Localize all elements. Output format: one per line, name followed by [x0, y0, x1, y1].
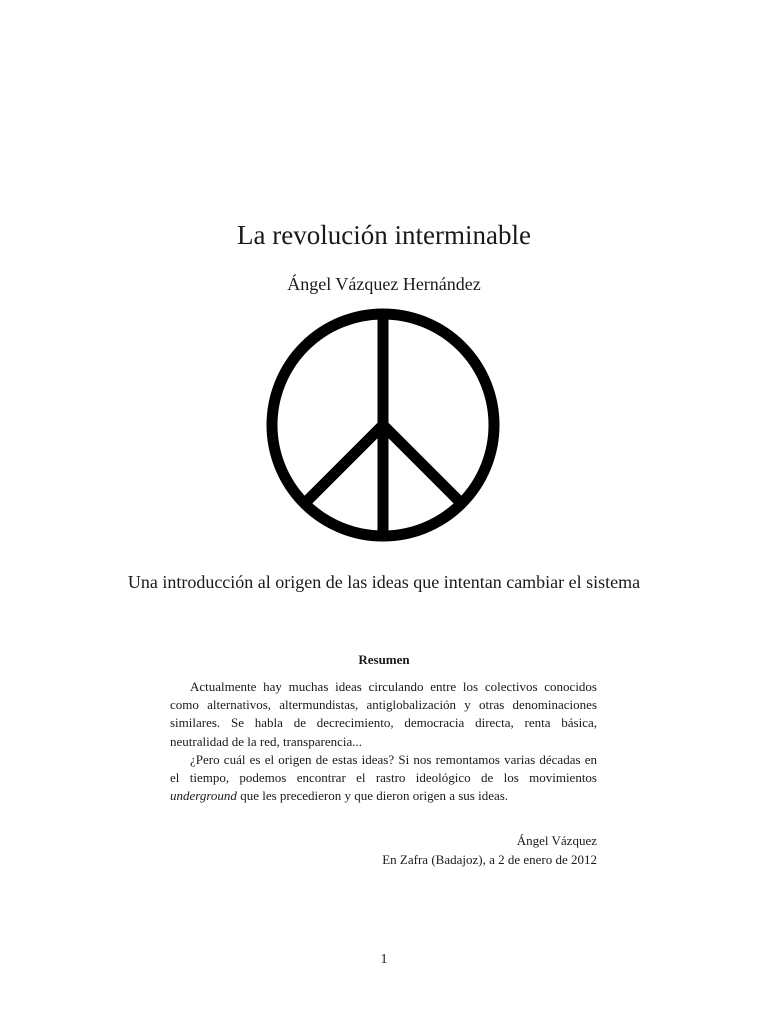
- abstract-body: [170, 678, 597, 805]
- signature-name: Ángel Vázquez: [516, 833, 597, 848]
- abstract-heading: Resumen: [358, 652, 410, 667]
- abstract-paragraph-1: Actualmente hay muchas ideas circulando entre los colectivos conocidos como alternativos, altermundistas, antiglobalización y otras denominaciones similares. Se habla de decrecimiento, democracia directa, renta básica, neutralidad de la red, transparencia...: [170, 679, 597, 749]
- abstract-paragraph-2-end: que les precedieron y que dieron origen a sus ideas.: [236, 788, 509, 804]
- signature-block: [170, 832, 597, 869]
- signature-place-date: En Zafra (Badajoz), a 2 de enero de 2012: [382, 851, 597, 867]
- abstract-emphasis: underground: [170, 788, 237, 804]
- page-number: 1: [380, 952, 388, 967]
- document-subtitle: Una introducción al origen de las ideas que intentan cambiar el sistema: [127, 572, 641, 592]
- abstract-paragraph-2-start: ¿Pero cuál es el origen de estas ideas? Si nos remontamos varias décadas en el tiempo, podemos encontrar el rastro ideológico de los movimientos: [170, 751, 597, 786]
- document-author: Ángel Vázquez Hernández: [287, 274, 481, 294]
- peace-symbol-icon: [264, 306, 502, 544]
- document-title: La revolución interminable: [237, 220, 531, 250]
- abstract-paragraph-2: [170, 751, 597, 806]
